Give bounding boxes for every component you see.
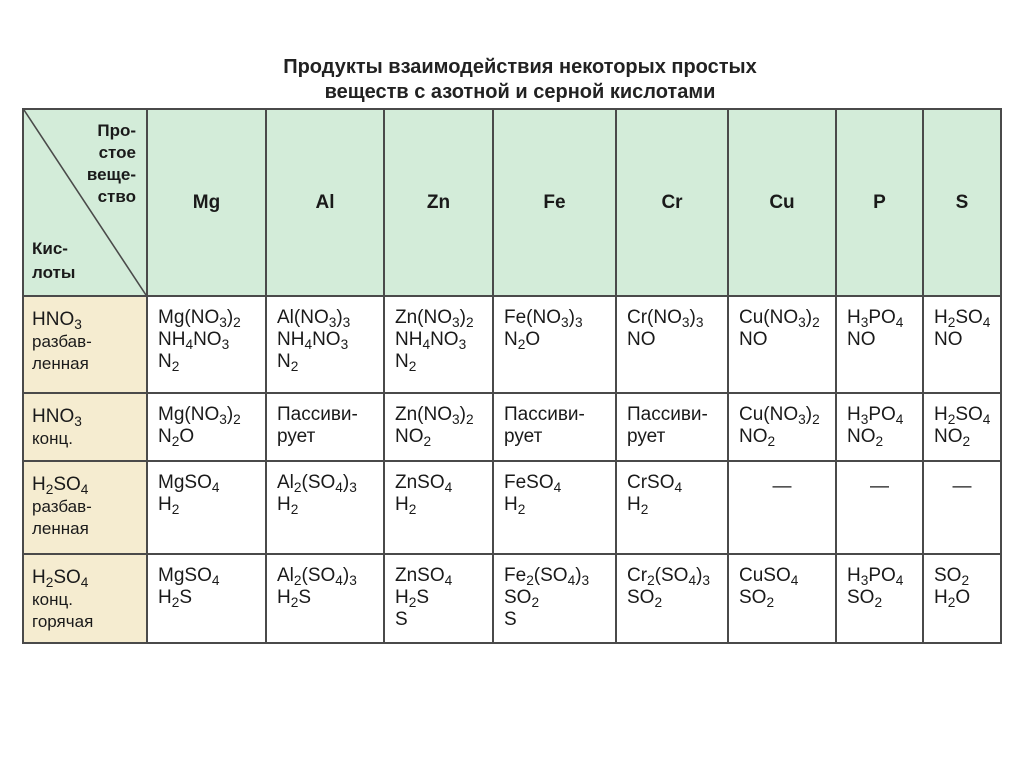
product-cell [616, 393, 728, 461]
product-formula: NO [847, 329, 876, 350]
product-cell [266, 393, 384, 461]
acid-formula: $H_2SO_4$ [32, 567, 89, 591]
acid-formula: $HNO_3$ [32, 406, 82, 430]
no-reaction-dash: — [772, 476, 792, 497]
product-cell [384, 393, 493, 461]
acid-descriptor: конц. [32, 429, 73, 448]
product-formula: NO [739, 329, 768, 350]
product-cell [147, 393, 266, 461]
product-formula: $Al_2(SO_4)_3$ [277, 472, 357, 496]
product-cell [836, 554, 923, 643]
product-cell [384, 296, 493, 393]
product-formula: Пассиви- [627, 404, 708, 425]
product-formula: CrSO$_4$ [627, 472, 683, 496]
acid-descriptor: ленная [32, 354, 89, 373]
product-formula: $NH_4NO_3$ [395, 329, 467, 353]
product-cell [384, 461, 493, 554]
table-row [23, 554, 1001, 643]
product-formula: $H_2SO_4$ [934, 404, 991, 428]
product-formula: $Cu(NO_3)_2$ [739, 404, 820, 428]
title-line-1: Продукты взаимодействия некоторых простых [283, 56, 757, 78]
acid-descriptor: разбав- [32, 332, 92, 351]
product-formula: $H_3PO_4$ [847, 307, 904, 331]
product-formula: ZnSO$_4$ [395, 565, 453, 589]
product-formula: $Cu(NO_3)_2$ [739, 307, 820, 331]
product-formula: $Fe_2(SO_4)_3$ [504, 565, 590, 589]
product-cell [923, 554, 1001, 643]
product-cell [266, 296, 384, 393]
product-formula: $Zn(NO_3)_2$ [395, 307, 474, 331]
product-formula: $SO_2$ [847, 587, 883, 611]
product-formula: $Al_2(SO_4)_3$ [277, 565, 357, 589]
product-formula: $Cr_2(SO_4)_3$ [627, 565, 710, 589]
element-header-zn: Zn [384, 109, 493, 296]
product-formula: $H_2O$ [934, 587, 971, 611]
acid-descriptor: разбав- [32, 497, 92, 516]
product-cell [728, 461, 836, 554]
product-formula: $H_3PO_4$ [847, 404, 904, 428]
product-cell [616, 461, 728, 554]
product-formula: MgSO$_4$ [158, 565, 220, 589]
product-formula: NO [934, 329, 963, 350]
product-formula: $NO_2$ [934, 426, 971, 450]
product-cell [147, 554, 266, 643]
product-cell [493, 296, 616, 393]
product-formula: $H_2SO_4$ [934, 307, 991, 331]
product-formula: $NO_2$ [395, 426, 432, 450]
corner-cell [23, 109, 147, 296]
product-cell [836, 393, 923, 461]
element-header-s: S [923, 109, 1001, 296]
product-cell [147, 296, 266, 393]
products-table-container [22, 108, 1000, 644]
product-cell [728, 554, 836, 643]
product-formula: NO [627, 329, 656, 350]
acid-descriptor: ленная [32, 519, 89, 538]
element-header-p: P [836, 109, 923, 296]
product-cell [728, 393, 836, 461]
acid-descriptor: конц. [32, 590, 73, 609]
product-formula: $SO_2$ [934, 565, 970, 589]
table-row [23, 296, 1001, 393]
acid-descriptor: горячая [32, 612, 94, 631]
product-cell [616, 554, 728, 643]
product-formula: $H_2S$ [395, 587, 430, 611]
header-row [23, 109, 1001, 296]
product-formula: $NH_4NO_3$ [158, 329, 230, 353]
product-cell [266, 461, 384, 554]
product-cell [493, 461, 616, 554]
product-formula: ZnSO$_4$ [395, 472, 453, 496]
acid-label-cell [23, 554, 147, 643]
product-formula: $H_2S$ [158, 587, 193, 611]
acid-label-cell [23, 393, 147, 461]
table-title [180, 55, 860, 105]
product-formula: рует [627, 426, 666, 447]
product-cell [923, 393, 1001, 461]
acid-formula: $HNO_3$ [32, 309, 82, 333]
product-formula: $H_2$ [627, 494, 649, 518]
product-cell [616, 296, 728, 393]
product-formula: S [504, 609, 517, 630]
element-header-fe: Fe [493, 109, 616, 296]
product-formula: $N_2$ [277, 351, 299, 375]
corner-substance-label: Про- стое веще- ство [86, 121, 136, 206]
product-formula: $Mg(NO_3)_2$ [158, 404, 241, 428]
product-cell [728, 296, 836, 393]
product-formula: FeSO$_4$ [504, 472, 562, 496]
table-row [23, 393, 1001, 461]
product-formula: MgSO$_4$ [158, 472, 220, 496]
element-header-al: Al [266, 109, 384, 296]
acid-label-cell [23, 461, 147, 554]
product-formula: $SO_2$ [739, 587, 775, 611]
element-header-mg: Mg [147, 109, 266, 296]
product-cell [836, 461, 923, 554]
product-formula: $N_2O$ [504, 329, 541, 353]
product-cell [836, 296, 923, 393]
product-formula: $SO_2$ [504, 587, 540, 611]
element-header-cu: Cu [728, 109, 836, 296]
products-table [22, 108, 1002, 644]
product-formula: $NO_2$ [847, 426, 884, 450]
product-formula: $N_2$ [395, 351, 417, 375]
table-row [23, 461, 1001, 554]
product-formula: S [395, 609, 408, 630]
product-formula: $N_2$ [158, 351, 180, 375]
corner-acid-label: Кис- лоты [32, 239, 76, 282]
product-formula: $Fe(NO_3)_3$ [504, 307, 583, 331]
product-formula: $H_2$ [504, 494, 526, 518]
product-formula: рует [277, 426, 316, 447]
product-formula: $NO_2$ [739, 426, 776, 450]
element-header-cr: Cr [616, 109, 728, 296]
acid-formula: $H_2SO_4$ [32, 474, 89, 498]
no-reaction-dash: — [952, 476, 972, 497]
product-formula: Пассиви- [277, 404, 358, 425]
product-formula: $NH_4NO_3$ [277, 329, 349, 353]
product-formula: $Al(NO_3)_3$ [277, 307, 351, 331]
product-cell [923, 296, 1001, 393]
title-line-2: веществ с азотной и серной кислотами [324, 81, 716, 103]
product-cell [493, 554, 616, 643]
product-formula: $N_2O$ [158, 426, 195, 450]
product-formula: $H_2$ [277, 494, 299, 518]
product-formula: $H_2S$ [277, 587, 312, 611]
product-formula: Пассиви- [504, 404, 585, 425]
product-formula: $H_2$ [395, 494, 417, 518]
product-cell [266, 554, 384, 643]
product-formula: рует [504, 426, 543, 447]
no-reaction-dash: — [870, 476, 889, 497]
product-formula: $Mg(NO_3)_2$ [158, 307, 241, 331]
product-cell [147, 461, 266, 554]
product-formula: CuSO$_4$ [739, 565, 799, 589]
product-formula: $H_3PO_4$ [847, 565, 904, 589]
product-cell [923, 461, 1001, 554]
product-formula: $Zn(NO_3)_2$ [395, 404, 474, 428]
acid-label-cell [23, 296, 147, 393]
product-cell [493, 393, 616, 461]
product-cell [384, 554, 493, 643]
product-formula: $Cr(NO_3)_3$ [627, 307, 704, 331]
product-formula: $H_2$ [158, 494, 180, 518]
product-formula: $SO_2$ [627, 587, 663, 611]
